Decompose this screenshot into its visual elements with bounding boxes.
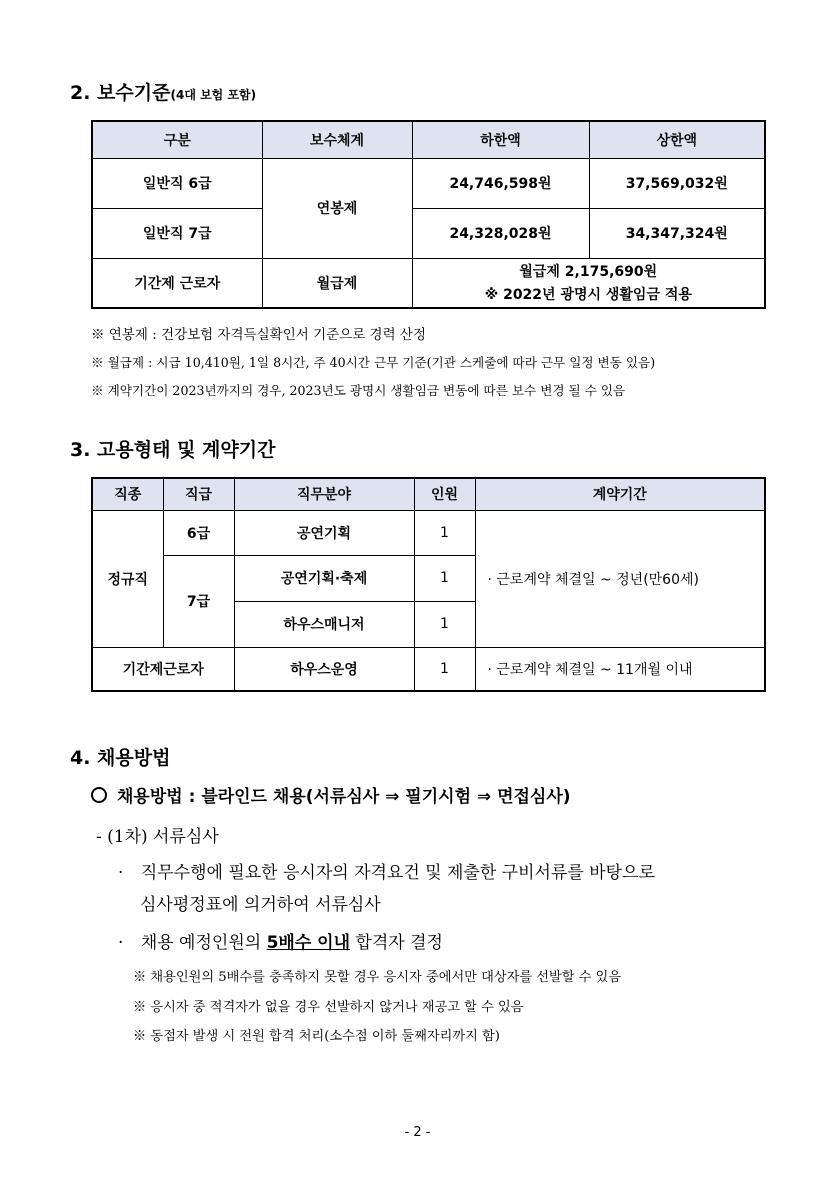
hiring-note: ※ 채용인원의 5배수를 충족하지 못할 경우 응시자 중에서만 대상자를 선발할 수 있음: [133, 970, 622, 985]
job-field: 공연기획·축제: [234, 555, 414, 601]
employment-header: 직무분야: [234, 478, 414, 510]
employment-header: 직종: [92, 478, 163, 510]
job-count: 1: [414, 601, 475, 647]
job-count: 1: [414, 510, 475, 555]
employment-header: 직급: [163, 478, 234, 510]
job-field: 하우스매니저: [234, 601, 414, 647]
section3-heading: 3. 고용형태 및 계약기간: [70, 439, 276, 461]
salary-system: 월급제: [262, 258, 412, 308]
section2-heading: 2. 보수기준(4대 보험 포함): [70, 82, 257, 104]
salary-category: 일반직 6급: [92, 158, 262, 208]
hiring-note: ※ 응시자 중 적격자가 없을 경우 선발하지 않거나 재공고 할 수 있음: [133, 1000, 524, 1015]
job-type-regular: 정규직: [92, 510, 163, 647]
salary-min: 24,328,028원: [412, 208, 589, 258]
job-count: 1: [414, 555, 475, 601]
salary-min: 24,746,598원: [412, 158, 589, 208]
salary-note: ※ 계약기간이 2023년까지의 경우, 2023년도 광명시 생활임금 변동에 따른 보수 변경 될 수 있음: [91, 383, 626, 398]
emphasis-text: 5배수 이내: [266, 933, 351, 953]
job-field: 공연기획: [234, 510, 414, 555]
job-type-temp: 기간제근로자: [92, 647, 234, 691]
salary-header: 하한액: [412, 121, 589, 158]
job-count: 1: [414, 647, 475, 691]
job-grade: 7급: [163, 555, 234, 647]
employment-header: 계약기간: [475, 478, 765, 510]
employment-header: 인원: [414, 478, 475, 510]
salary-monthly-amount: 월급제 2,175,690원: [519, 264, 658, 281]
dot-bullet-icon: ·: [118, 863, 124, 883]
bullet-item-continued: 심사평정표에 의거하여 서류심사: [140, 895, 381, 915]
job-grade: 6급: [163, 510, 234, 555]
dot-bullet-icon: ·: [118, 933, 124, 953]
bullet-item: · 직무수행에 필요한 응시자의 자격요건 및 제출한 구비서류를 바탕으로: [118, 863, 655, 883]
salary-monthly-note: ※ 2022년 광명시 생활임금 적용: [484, 287, 692, 304]
salary-max: 34,347,324원: [589, 208, 765, 258]
salary-monthly: [412, 258, 765, 308]
bullet-item: · 채용 예정인원의 5배수 이내 합격자 결정: [118, 933, 443, 953]
section4-heading: 4. 채용방법: [70, 747, 171, 769]
salary-header: 구분: [92, 121, 262, 158]
hiring-note: ※ 동점자 발생 시 전원 합격 처리(소수점 이하 둘째자리까지 함): [133, 1029, 500, 1044]
page-number: - 2 -: [404, 1125, 431, 1140]
hiring-method: 채용방법 : 블라인드 채용(서류심사 ⇒ 필기시험 ⇒ 면접심사): [91, 782, 571, 807]
salary-table: [91, 120, 766, 309]
salary-category: 일반직 7급: [92, 208, 262, 258]
salary-note: ※ 연봉제 : 건강보험 자격득실확인서 기준으로 경력 산정: [91, 327, 426, 343]
salary-max: 37,569,032원: [589, 158, 765, 208]
salary-header: 상한액: [589, 121, 765, 158]
contract-period: · 근로계약 체결일 ~ 11개월 이내: [475, 647, 765, 691]
salary-note: ※ 월급제 : 시급 10,410원, 1일 8시간, 주 40시간 근무 기준(기관 스케줄에 따라 근무 일정 변동 있음): [91, 355, 656, 370]
step1-title: - (1차) 서류심사: [96, 827, 219, 847]
salary-header: 보수체계: [262, 121, 412, 158]
salary-category: 기간제 근로자: [92, 258, 262, 308]
job-field: 하우스운영: [234, 647, 414, 691]
employment-table: [91, 477, 766, 692]
contract-period: · 근로계약 체결일 ~ 정년(만60세): [475, 510, 765, 647]
circle-bullet-icon: [91, 787, 107, 803]
salary-system: 연봉제: [262, 158, 412, 258]
